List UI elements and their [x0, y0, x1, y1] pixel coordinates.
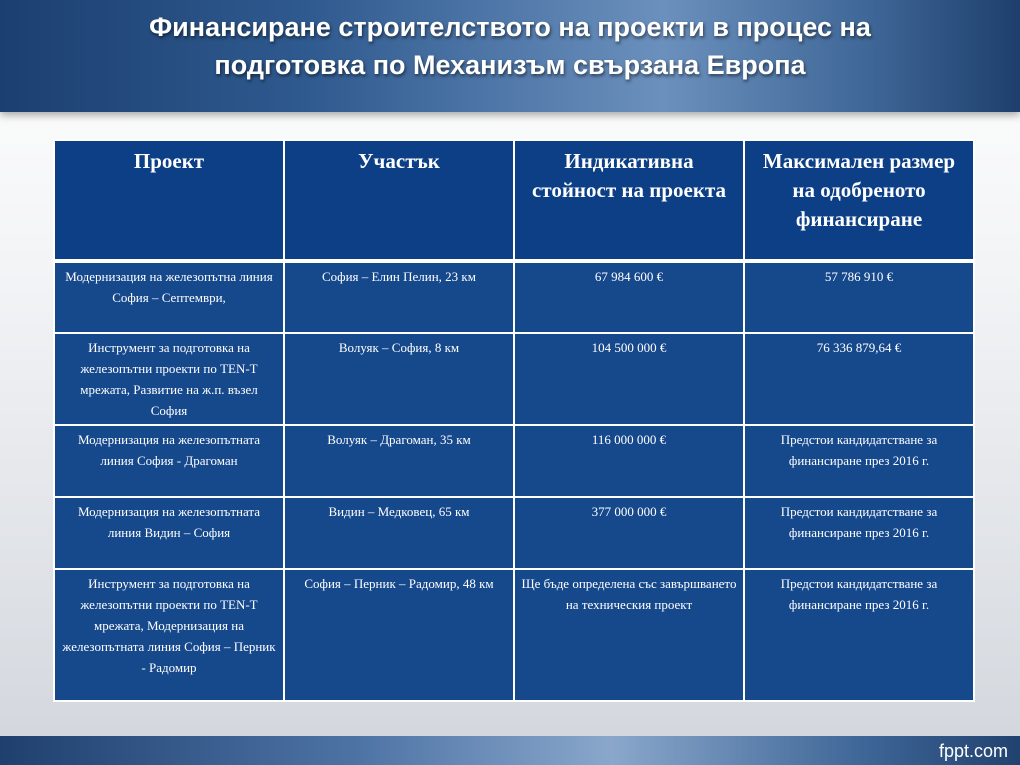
cell-financing: 57 786 910 €: [744, 261, 974, 333]
cell-project: Инструмент за подготовка на железопътни проекти по TEN-T мрежата, Модернизация на железопътната линия София – Перник - Радомир: [54, 569, 284, 701]
cell-project: Инструмент за подготовка на железопътни проекти по TEN-T мрежата, Развитие на ж.п. възел София: [54, 333, 284, 425]
cell-financing: Предстои кандидатстване за финансиране през 2016 г.: [744, 497, 974, 569]
table-row: [54, 333, 974, 425]
table-row: [54, 497, 974, 569]
cell-section: София – Елин Пелин, 23 км: [284, 261, 514, 333]
column-header-section: Участък: [284, 140, 514, 261]
column-header-project: Проект: [54, 140, 284, 261]
cell-section: Волуяк – Драгоман, 35 км: [284, 425, 514, 497]
cell-value: 116 000 000 €: [514, 425, 744, 497]
cell-section: София – Перник – Радомир, 48 км: [284, 569, 514, 701]
cell-project: Модернизация на железопътна линия София – Септември,: [54, 261, 284, 333]
cell-value: Ще бъде определена със завършването на техническия проект: [514, 569, 744, 701]
cell-financing: 76 336 879,64 €: [744, 333, 974, 425]
cell-project: Модернизация на железопътната линия Видин – София: [54, 497, 284, 569]
cell-financing: Предстои кандидатстване за финансиране през 2016 г.: [744, 425, 974, 497]
column-header-financing: Максимален размер на одобреното финансиране: [744, 140, 974, 261]
cell-section: Видин – Медковец, 65 км: [284, 497, 514, 569]
table-row: [54, 569, 974, 701]
cell-financing: Предстои кандидатстване за финансиране през 2016 г.: [744, 569, 974, 701]
slide-title-line-1: Финансиране строителството на проекти в процес на: [149, 12, 871, 42]
cell-section: Волуяк – София, 8 км: [284, 333, 514, 425]
table-row: [54, 261, 974, 333]
projects-table: [53, 139, 975, 702]
slide-title-line-2: подготовка по Механизъм свързана Европа: [214, 50, 806, 80]
table-row: [54, 425, 974, 497]
brand-text: fppt.com: [938, 741, 1008, 761]
table-header-row: [54, 140, 974, 261]
slide-header: [0, 0, 1020, 112]
cell-value: 67 984 600 €: [514, 261, 744, 333]
column-header-value: Индикативна стойност на проекта: [514, 140, 744, 261]
cell-value: 377 000 000 €: [514, 497, 744, 569]
slide-title: [30, 8, 990, 84]
slide-footer: [0, 736, 1020, 765]
cell-value: 104 500 000 €: [514, 333, 744, 425]
cell-project: Модернизация на железопътната линия София - Драгоман: [54, 425, 284, 497]
